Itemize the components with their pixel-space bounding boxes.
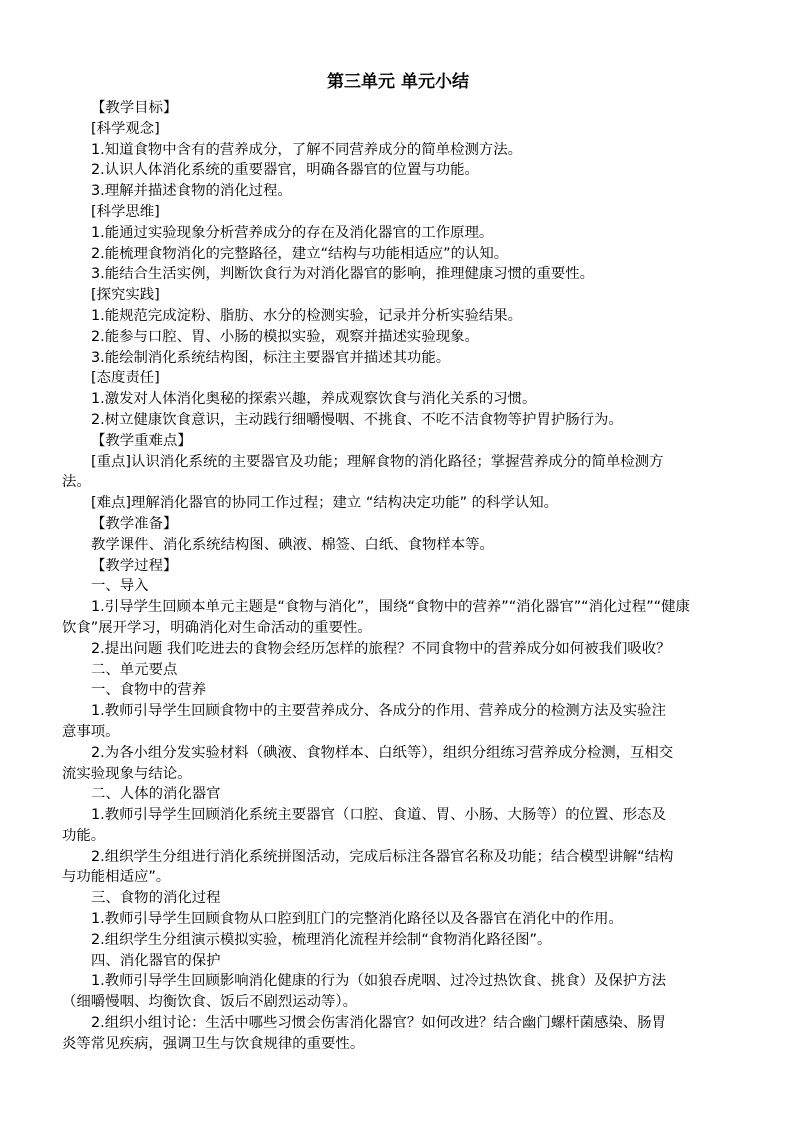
step-heading-main: 二、单元要点 (91, 661, 178, 678)
subheading-nutrition: 一、食物中的营养 (91, 682, 207, 699)
difficult-point-text: [难点]理解消化器官的协同工作过程；建立 “结构决定功能” 的科学认知。 (91, 495, 559, 512)
subsection-label-thinking: [科学思维] (91, 203, 160, 220)
subheading-organs: 二、人体的消化器官 (91, 786, 221, 803)
objective-item: 1.能规范完成淀粉、脂肪、水分的检测实验，记录并分析实验结果。 (91, 307, 523, 324)
section-heading-prep: 【教学准备】 (91, 515, 178, 532)
section-heading-keypoints: 【教学重难点】 (91, 432, 192, 449)
paragraph-line: 2.组织小组讨论：生活中哪些习惯会伤害消化器官？如何改进？结合幽门螺杆菌感染、肠胃 (91, 1015, 666, 1032)
objective-item: 1.能通过实验现象分析营养成分的存在及消化器官的工作原理。 (91, 224, 494, 241)
objective-item: 1.知道食物中含有的营养成分，了解不同营养成分的简单检测方法。 (91, 141, 523, 158)
subsection-label-attitude: [态度责任] (91, 370, 160, 387)
paragraph-line: 炎等常见疾病，强调卫生与饮食规律的重要性。 (62, 1035, 365, 1052)
objective-item: 2.认识人体消化系统的重要器官，明确各器官的位置与功能。 (91, 162, 479, 179)
objective-item: 2.能梳理食物消化的完整路径，建立“结构与功能相适应”的认知。 (91, 245, 509, 262)
objective-item: 3.能绘制消化系统结构图，标注主要器官并描述其功能。 (91, 349, 451, 366)
paragraph-line: 饮食”展开学习，明确消化对生命活动的重要性。 (62, 619, 372, 636)
paragraph-line: 1.教师引导学生回顾食物从口腔到肛门的完整消化路径以及各器官在消化中的作用。 (91, 911, 623, 928)
objective-item: 2.能参与口腔、胃、小肠的模拟实验，观察并描述实验现象。 (91, 328, 479, 345)
subsection-label-concept: [科学观念] (91, 120, 160, 137)
paragraph-line: 功能。 (62, 827, 106, 844)
paragraph-line: 流实验现象与结论。 (62, 765, 192, 782)
prep-text: 教学课件、消化系统结构图、碘液、棉签、白纸、食物样本等。 (91, 536, 494, 553)
subheading-protection: 四、消化器官的保护 (91, 952, 221, 969)
objective-item: 1.激发对人体消化奥秘的探索兴趣，养成观察饮食与消化关系的习惯。 (91, 391, 537, 408)
paragraph-line: 2.组织学生分组进行消化系统拼图活动，完成后标注各器官名称及功能；结合模型讲解“结构 (91, 848, 674, 865)
step-heading-intro: 一、导入 (91, 578, 149, 595)
paragraph-line: （细嚼慢咽、均衡饮食、饭后不剧烈运动等）。 (62, 994, 358, 1011)
section-heading-objectives: 【教学目标】 (91, 100, 178, 116)
subsection-label-practice: [探究实践] (91, 287, 160, 304)
page-title: 第三单元 单元小结 (327, 72, 469, 92)
subheading-digestion: 三、食物的消化过程 (91, 890, 221, 907)
paragraph-line: 1.引导学生回顾本单元主题是“食物与消化”，围绕“食物中的营养”“消化器官”“消化过程”“健康 (91, 599, 690, 616)
key-point-text-cont: 法。 (62, 474, 91, 491)
section-heading-process: 【教学过程】 (91, 557, 178, 574)
objective-item: 3.理解并描述食物的消化过程。 (91, 183, 292, 200)
paragraph-line: 1.教师引导学生回顾影响消化健康的行为（如狼吞虎咽、过冷过热饮食、挑食）及保护方法 (91, 973, 666, 990)
objective-item: 2.树立健康饮食意识，主动践行细嚼慢咽、不挑食、不吃不洁食物等护胃护肠行为。 (91, 411, 623, 428)
paragraph-line: 1.教师引导学生回顾消化系统主要器官（口腔、食道、胃、小肠、大肠等）的位置、形态及 (91, 807, 666, 824)
paragraph-line: 2.组织学生分组演示模拟实验，梳理消化流程并绘制“食物消化路径图”。 (91, 931, 552, 948)
paragraph-line: 2.提出问题 我们吃进去的食物会经历怎样的旅程？不同食物中的营养成分如何被我们吸收？ (91, 640, 671, 657)
objective-item: 3.能结合生活实例，判断饮食行为对消化器官的影响，推理健康习惯的重要性。 (91, 266, 595, 283)
document-page (62, 70, 734, 1055)
paragraph-line: 1.教师引导学生回顾食物中的主要营养成分、各成分的作用、营养成分的检测方法及实验注 (91, 703, 666, 720)
key-point-text: [重点]认识消化系统的主要器官及功能；理解食物的消化路径；掌握营养成分的简单检测方 (91, 453, 664, 470)
paragraph-line: 2.为各小组分发实验材料（碘液、食物样本、白纸等），组织分组练习营养成分检测，互相交 (91, 744, 674, 761)
paragraph-line: 意事项。 (62, 723, 120, 740)
paragraph-line: 与功能相适应”。 (62, 869, 171, 886)
